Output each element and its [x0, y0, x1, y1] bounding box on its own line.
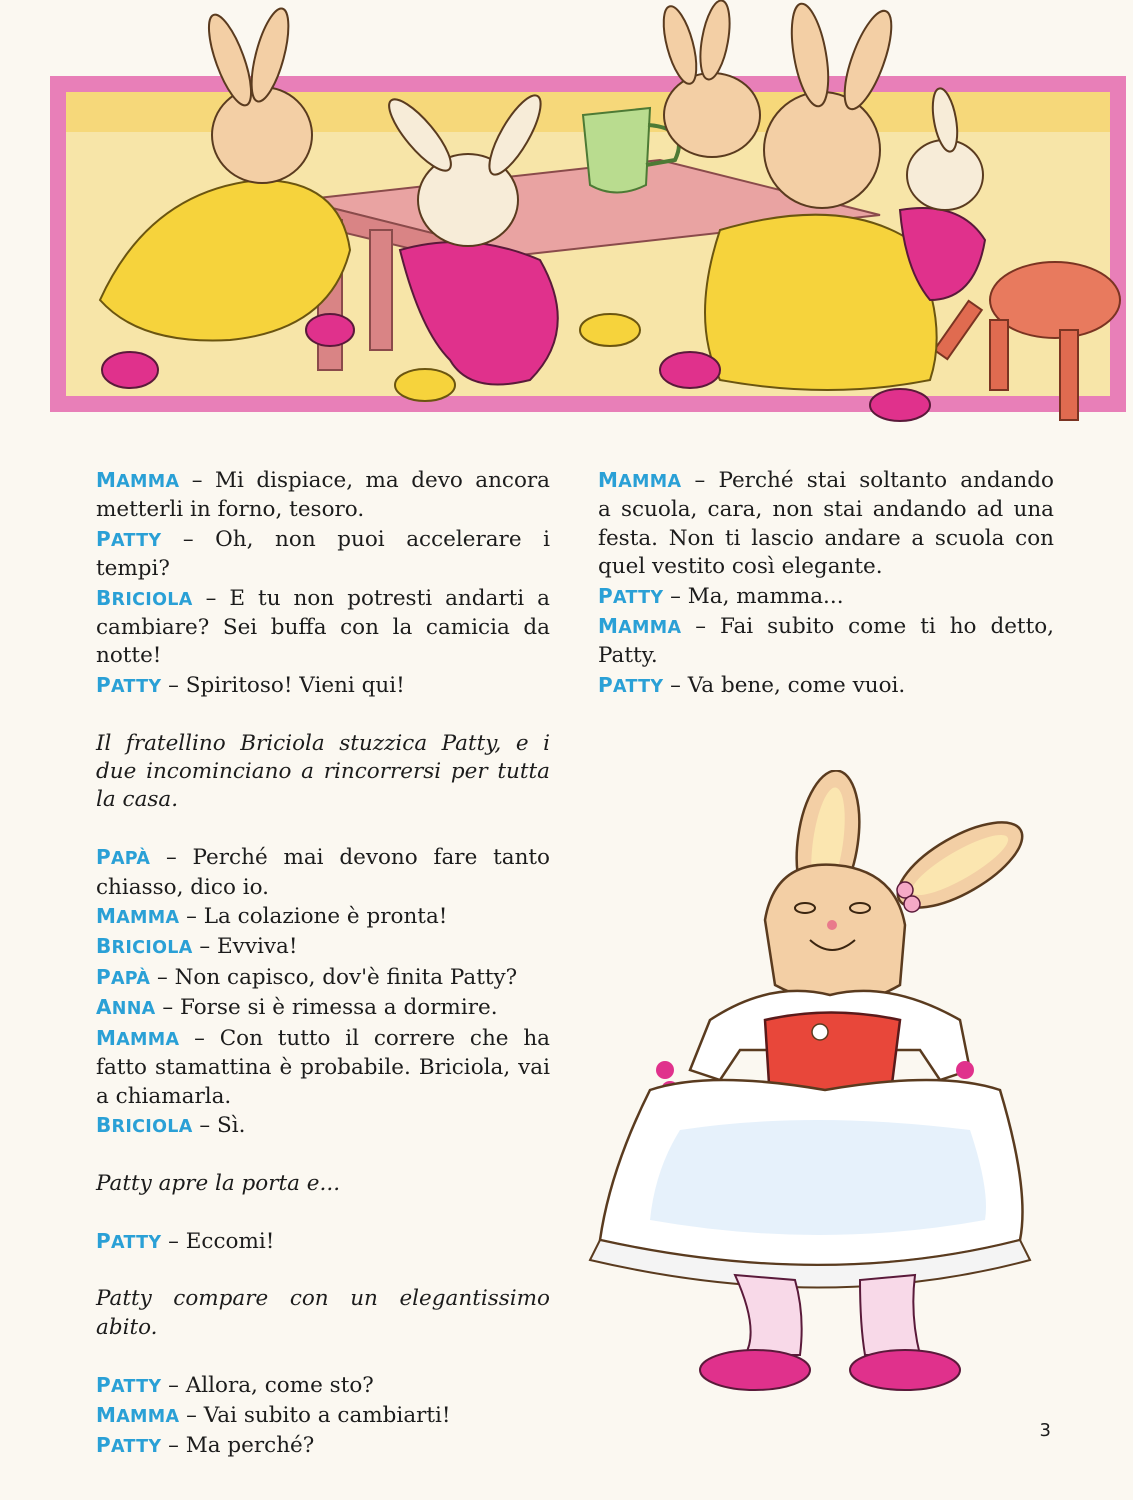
text-line: fatto stamattina è probabile. Briciola, vai: [96, 1055, 550, 1081]
text-line: MAMMA – Vai subito a cambiarti!: [96, 1402, 451, 1428]
text-line: MAMMA – Mi dispiace, ma devo ancora: [96, 468, 550, 493]
text-line: cambiare? Sei buffa con la camicia da: [96, 615, 550, 641]
text-line: PAPÀ – Non capisco, dov'è finita Patty?: [96, 964, 518, 990]
dialogue-paragraph: [96, 671, 550, 701]
page-number: 3: [1039, 1420, 1051, 1441]
speaker-label: BRICIOLA: [96, 585, 193, 610]
dialogue-paragraph: [96, 902, 550, 932]
text-line: MAMMA – Con tutto il correre che ha: [96, 1025, 550, 1051]
speaker-label: PATTY: [96, 1228, 162, 1253]
text-line: MAMMA – Fai subito come ti ho detto,: [598, 614, 1054, 640]
text-line: BRICIOLA – E tu non potresti andarti a: [96, 585, 550, 611]
text-line: ANNA – Forse si è rimessa a dormire.: [96, 995, 498, 1021]
text-line: PATTY – Oh, non puoi accelerare i: [96, 526, 550, 552]
dialogue-paragraph: [96, 843, 550, 902]
dialogue-paragraph: [96, 525, 550, 584]
narration-paragraph: [96, 1170, 550, 1198]
text-line: chiasso, dico io.: [96, 874, 269, 900]
text-line: Patty apre la porta e...: [96, 1170, 341, 1196]
dialogue-paragraph: [96, 1227, 550, 1257]
dialogue-paragraph: [96, 584, 550, 671]
speaker-label: ANNA: [96, 995, 156, 1020]
speaker-label: MAMMA: [598, 614, 682, 639]
text-line: PATTY – Spiritoso! Vieni qui!: [96, 672, 405, 698]
speaker-label: MAMMA: [96, 1402, 180, 1427]
speaker-label: BRICIOLA: [96, 1112, 193, 1137]
speaker-label: PATTY: [96, 1433, 162, 1458]
speaker-label: MAMMA: [598, 468, 682, 492]
dialogue-paragraph: [598, 612, 1054, 671]
speaker-label: BRICIOLA: [96, 934, 193, 959]
patty-head: [765, 865, 920, 1003]
text-line: abito.: [96, 1314, 158, 1340]
right-text-column: [598, 466, 1054, 701]
text-line: MAMMA – La colazione è pronta!: [96, 904, 448, 930]
text-line: MAMMA – Perché stai soltanto andando: [598, 468, 1054, 493]
text-line: PATTY – Ma, mamma...: [598, 583, 844, 609]
top-illustration: [0, 0, 1133, 430]
text-line: a scuola, cara, non stai andando ad una: [598, 497, 1054, 523]
text-line: BRICIOLA – Evviva!: [96, 934, 298, 960]
dialogue-paragraph: [96, 1024, 550, 1111]
text-line: tempi?: [96, 556, 170, 582]
patty-skirt: [590, 1080, 1030, 1288]
dialogue-paragraph: [598, 671, 1054, 701]
dialogue-paragraph: [96, 1401, 550, 1431]
dialogue-paragraph: [96, 993, 550, 1023]
dialogue-paragraph: [96, 932, 550, 962]
speaker-label: PAPÀ: [96, 964, 151, 989]
speaker-label: PAPÀ: [96, 845, 151, 870]
text-line: metterli in forno, tesoro.: [96, 497, 365, 523]
speaker-label: PATTY: [96, 672, 162, 697]
speaker-label: PATTY: [96, 526, 162, 551]
dialogue-paragraph: [598, 582, 1054, 612]
text-line: quel vestito così elegante.: [598, 554, 883, 580]
text-line: notte!: [96, 643, 162, 669]
dialogue-paragraph: [96, 466, 550, 525]
patty-dress-illustration: [560, 770, 1060, 1430]
dialogue-paragraph: [96, 963, 550, 993]
dialogue-paragraph: [96, 1111, 550, 1141]
narration-paragraph: [96, 730, 550, 815]
text-line: Patty compare con un elegantissimo: [96, 1286, 550, 1312]
dialogue-paragraph: [96, 1371, 550, 1401]
text-line: a chiamarla.: [96, 1083, 232, 1109]
text-line: PATTY – Ma perché?: [96, 1433, 315, 1459]
speaker-label: MAMMA: [96, 1025, 180, 1050]
text-line: la casa.: [96, 787, 179, 813]
speaker-label: PATTY: [598, 672, 664, 697]
speaker-label: MAMMA: [96, 468, 180, 492]
text-line: BRICIOLA – Sì.: [96, 1112, 246, 1138]
speaker-label: PATTY: [96, 1372, 162, 1397]
text-line: PAPÀ – Perché mai devono fare tanto: [96, 845, 550, 871]
patty-legs: [700, 1275, 960, 1390]
narration-paragraph: [96, 1285, 550, 1342]
text-line: Il fratellino Briciola stuzzica Patty, e i: [96, 730, 550, 756]
speaker-label: PATTY: [598, 583, 664, 608]
speaker-label: MAMMA: [96, 904, 180, 929]
text-line: PATTY – Eccomi!: [96, 1228, 275, 1254]
text-line: festa. Non ti lascio andare a scuola con: [598, 525, 1054, 551]
dialogue-paragraph: [598, 466, 1054, 582]
dialogue-paragraph: [96, 1431, 550, 1461]
text-line: PATTY – Allora, come sto?: [96, 1372, 374, 1398]
text-line: Patty.: [598, 643, 658, 669]
text-line: PATTY – Va bene, come vuoi.: [598, 672, 906, 698]
text-line: due incominciano a rincorrersi per tutta: [96, 759, 550, 785]
left-text-column: [96, 466, 550, 1462]
